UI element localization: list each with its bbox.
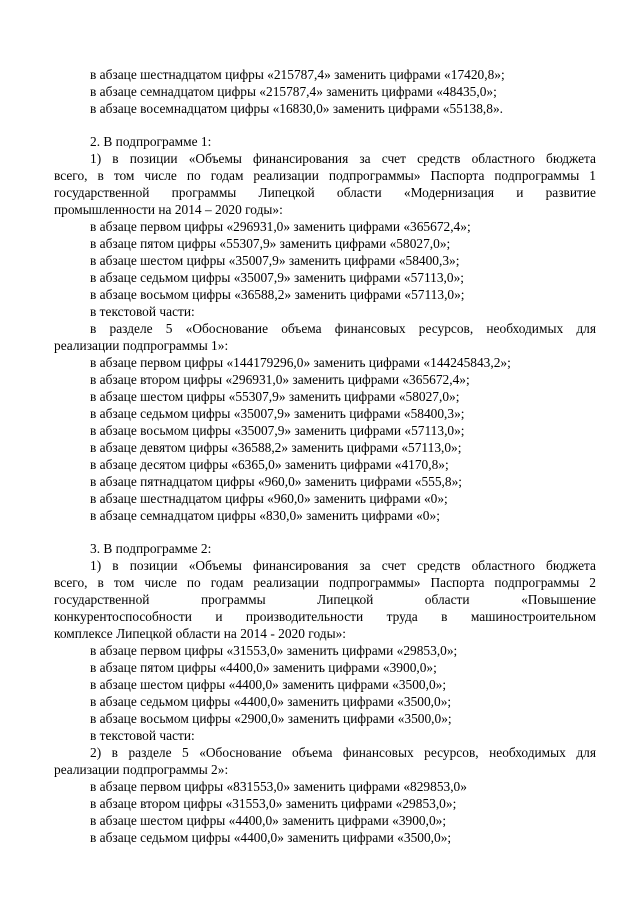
amendment-line: в абзаце шестом цифры «4400,0» заменить цифрами «3900,0»; bbox=[90, 813, 447, 828]
amendment-block-1 bbox=[54, 66, 596, 117]
amendment-line: в абзаце семнадцатом цифры «830,0» заменить цифрами «0»; bbox=[90, 508, 440, 523]
section-subprogram-1 bbox=[54, 133, 596, 524]
amendment-line: в абзаце шестом цифры «55307,9» заменить цифрами «58027,0»; bbox=[90, 389, 460, 404]
amendment-line: в текстовой части: bbox=[90, 728, 195, 743]
paragraph-line: промышленности на 2014 – 2020 годы»: bbox=[54, 202, 283, 217]
amendment-line: в абзаце восьмом цифры «35007,9» заменить цифрами «57113,0»; bbox=[90, 423, 465, 438]
amendment-line: в абзаце шестнадцатом цифры «215787,4» заменить цифрами «17420,8»; bbox=[90, 67, 505, 82]
amendment-line: в абзаце девятом цифры «36588,2» заменить цифрами «57113,0»; bbox=[90, 440, 462, 455]
amendment-line: в абзаце первом цифры «31553,0» заменить цифрами «29853,0»; bbox=[90, 643, 458, 658]
paragraph-line: государственной программы Липецкой области «Модернизация и развитие bbox=[54, 185, 596, 200]
amendment-line: в абзаце шестом цифры «35007,9» заменить цифрами «58400,3»; bbox=[90, 253, 460, 268]
amendment-line: в абзаце пятом цифры «4400,0» заменить цифрами «3900,0»; bbox=[90, 660, 437, 675]
amendment-line: в абзаце седьмом цифры «35007,9» заменить цифрами «57113,0»; bbox=[90, 270, 465, 285]
paragraph-line: 1) в позиции «Объемы финансирования за счет средств областного бюджета bbox=[90, 151, 596, 166]
amendment-line: в абзаце семнадцатом цифры «215787,4» заменить цифрами «48435,0»; bbox=[90, 84, 497, 99]
amendment-line: в абзаце первом цифры «144179296,0» заменить цифрами «144245843,2»; bbox=[90, 355, 511, 370]
paragraph-line: конкурентоспособности и производительности труда в машиностроительном bbox=[54, 609, 596, 624]
amendment-line: в абзаце первом цифры «831553,0» заменить цифрами «829853,0» bbox=[90, 779, 467, 794]
amendment-line: в абзаце первом цифры «296931,0» заменить цифрами «365672,4»; bbox=[90, 219, 471, 234]
amendment-line: в текстовой части: bbox=[90, 304, 195, 319]
amendment-line: в абзаце седьмом цифры «4400,0» заменить цифрами «3500,0»; bbox=[90, 830, 452, 845]
paragraph-line: 2) в разделе 5 «Обоснование объема финансовых ресурсов, необходимых для bbox=[90, 745, 596, 760]
amendment-line: в абзаце втором цифры «31553,0» заменить цифрами «29853,0»; bbox=[90, 796, 457, 811]
amendment-line: в абзаце десятом цифры «6365,0» заменить цифрами «4170,8»; bbox=[90, 457, 449, 472]
amendment-line: в абзаце пятнадцатом цифры «960,0» заменить цифрами «555,8»; bbox=[90, 474, 462, 489]
amendment-line: в абзаце шестом цифры «4400,0» заменить цифрами «3500,0»; bbox=[90, 677, 447, 692]
paragraph-line: всего, в том числе по годам реализации подпрограммы» Паспорта подпрограммы 2 bbox=[54, 575, 596, 590]
paragraph-line: реализации подпрограммы 2»: bbox=[54, 762, 229, 777]
document-page bbox=[54, 66, 596, 846]
paragraph-line: реализации подпрограммы 1»: bbox=[54, 338, 229, 353]
paragraph-line: всего, в том числе по годам реализации подпрограммы» Паспорта подпрограммы 1 bbox=[54, 168, 596, 183]
section-heading: 3. В подпрограмме 2: bbox=[90, 541, 212, 556]
spacer bbox=[54, 524, 596, 540]
amendment-line: в абзаце седьмом цифры «35007,9» заменить цифрами «58400,3»; bbox=[90, 406, 465, 421]
paragraph-line: в разделе 5 «Обоснование объема финансовых ресурсов, необходимых для bbox=[90, 321, 596, 336]
amendment-line: в абзаце втором цифры «296931,0» заменить цифрами «365672,4»; bbox=[90, 372, 470, 387]
section-heading: 2. В подпрограмме 1: bbox=[90, 134, 212, 149]
amendment-line: в абзаце восьмом цифры «2900,0» заменить цифрами «3500,0»; bbox=[90, 711, 452, 726]
amendment-line: в абзаце шестнадцатом цифры «960,0» заменить цифрами «0»; bbox=[90, 491, 448, 506]
paragraph-line: комплексе Липецкой области на 2014 - 2020 годы»: bbox=[54, 626, 346, 641]
spacer bbox=[54, 117, 596, 133]
amendment-line: в абзаце восемнадцатом цифры «16830,0» заменить цифрами «55138,8». bbox=[90, 101, 504, 116]
amendment-line: в абзаце пятом цифры «55307,9» заменить цифрами «58027,0»; bbox=[90, 236, 451, 251]
paragraph-line: государственной программы Липецкой области «Повышение bbox=[54, 592, 596, 607]
paragraph-line: 1) в позиции «Объемы финансирования за счет средств областного бюджета bbox=[90, 558, 596, 573]
section-subprogram-2 bbox=[54, 540, 596, 846]
amendment-line: в абзаце седьмом цифры «4400,0» заменить цифрами «3500,0»; bbox=[90, 694, 452, 709]
amendment-line: в абзаце восьмом цифры «36588,2» заменить цифрами «57113,0»; bbox=[90, 287, 465, 302]
